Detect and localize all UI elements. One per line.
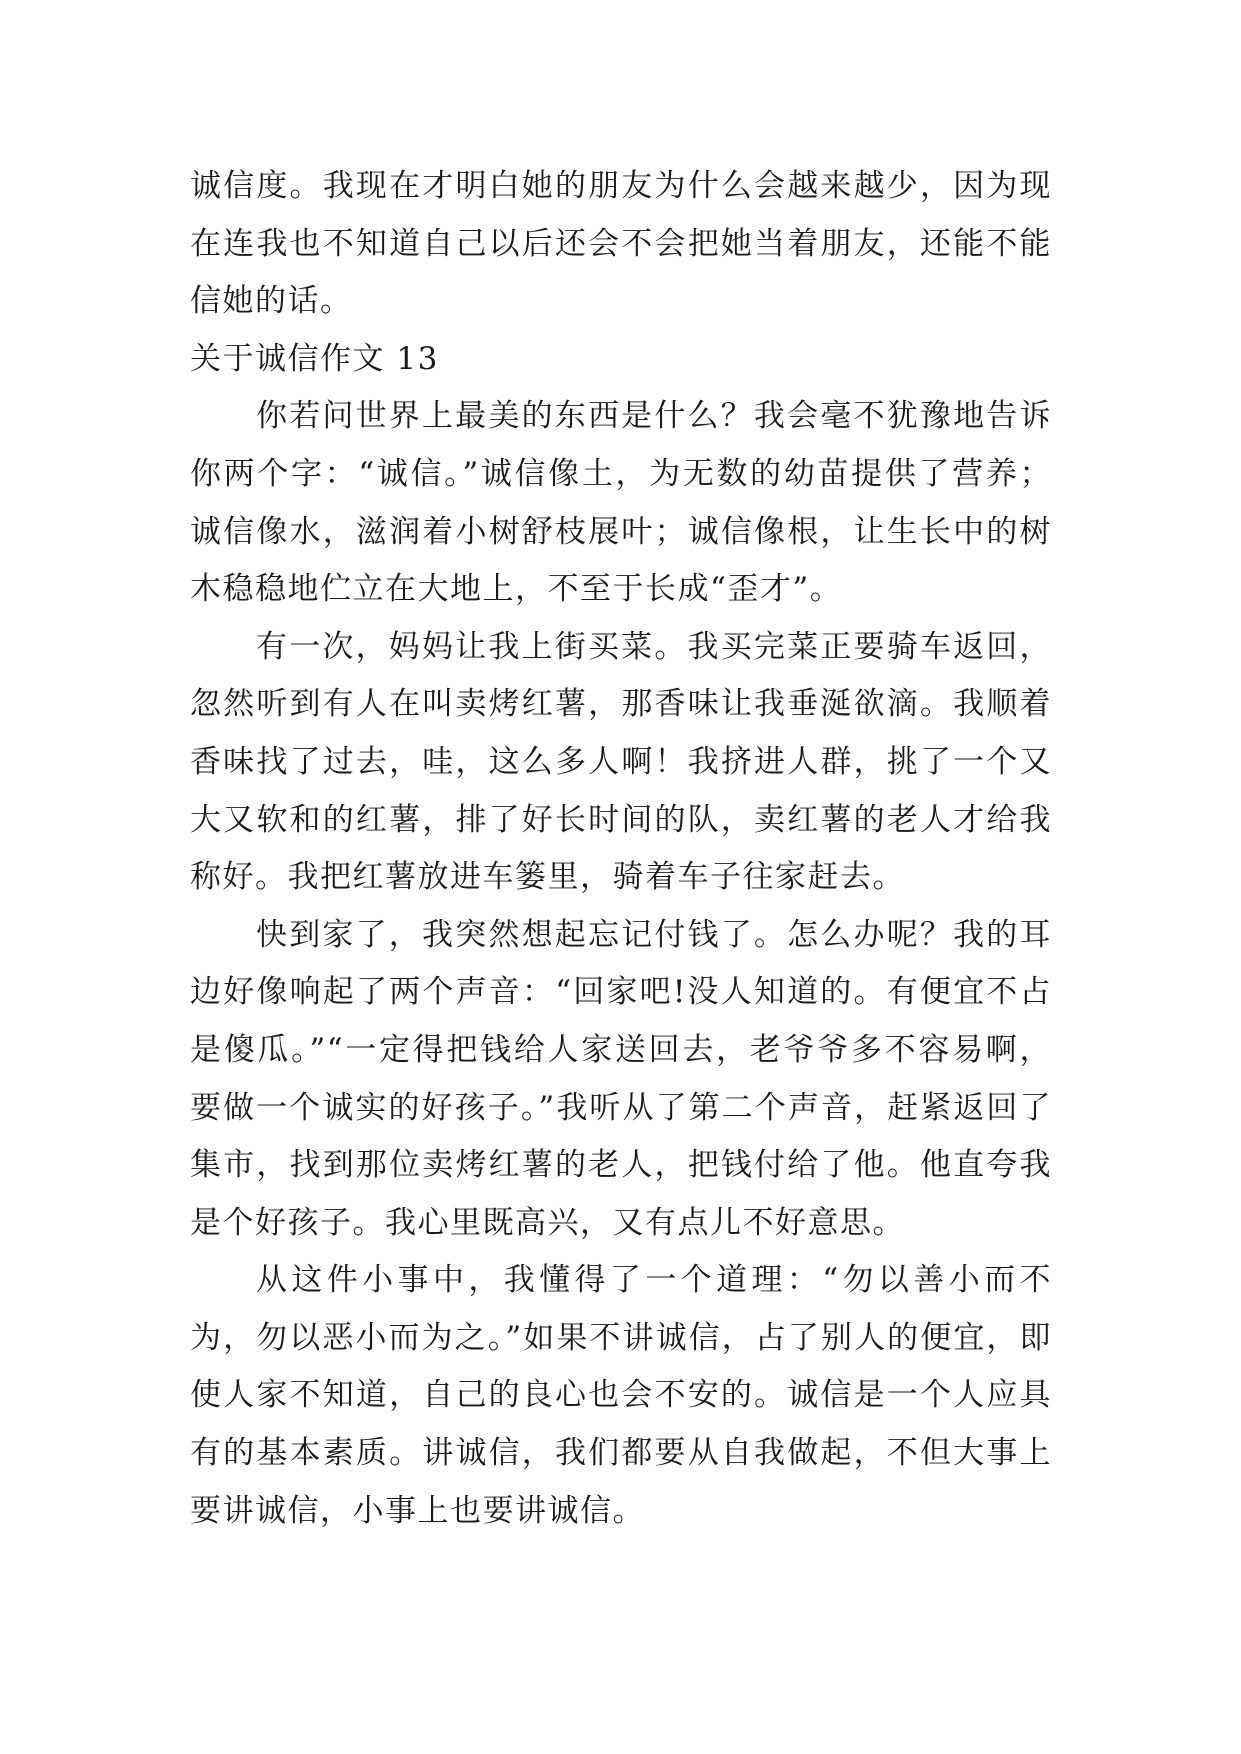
document-body: [190, 158, 1052, 1540]
section-title: 关于诚信作文 13: [190, 340, 439, 377]
continued-paragraph: 诚信度。我现在才明白她的朋友为什么会越来越少，因为现在连我也不知道自己以后还会不会把她当着朋友，还能不能信她的话。: [190, 168, 1052, 320]
paragraph-4: 从这件小事中，我懂得了一个道理：“勿以善小而不为，勿以恶小而为之。”如果不讲诚信，占了别人的便宜，即使人家不知道，自己的良心也会不安的。诚信是一个人应具有的基本素质。讲诚信，我们都要从自我做起，不但大事上要讲诚信，小事上也要讲诚信。: [190, 1262, 1052, 1529]
paragraph-3: 快到家了，我突然想起忘记付钱了。怎么办呢？我的耳边好像响起了两个声音：“回家吧!没人知道的。有便宜不占是傻瓜。”“一定得把钱给人家送回去，老爷爷多不容易啊，要做一个诚实的好孩子。”我听从了第二个声音，赶紧返回了集市，找到那位卖烤红薯的老人，把钱付给了他。他直夸我是个好孩子。我心里既高兴，又有点儿不好意思。: [190, 916, 1052, 1241]
paragraph-2: 有一次，妈妈让我上街买菜。我买完菜正要骑车返回，忽然听到有人在叫卖烤红薯，那香味让我垂涎欲滴。我顺着香味找了过去，哇，这么多人啊！我挤进人群，挑了一个又大又软和的红薯，排了好长时间的队，卖红薯的老人才给我称好。我把红薯放进车篓里，骑着车子往家赶去。: [190, 628, 1052, 896]
paragraph-1: 你若问世界上最美的东西是什么？我会毫不犹豫地告诉你两个字：“诚信。”诚信像土，为无数的幼苗提供了营养；诚信像水，滋润着小树舒枝展叶；诚信像根，让生长中的树木稳稳地伫立在大地上，不至于长成“歪才”。: [190, 398, 1052, 608]
